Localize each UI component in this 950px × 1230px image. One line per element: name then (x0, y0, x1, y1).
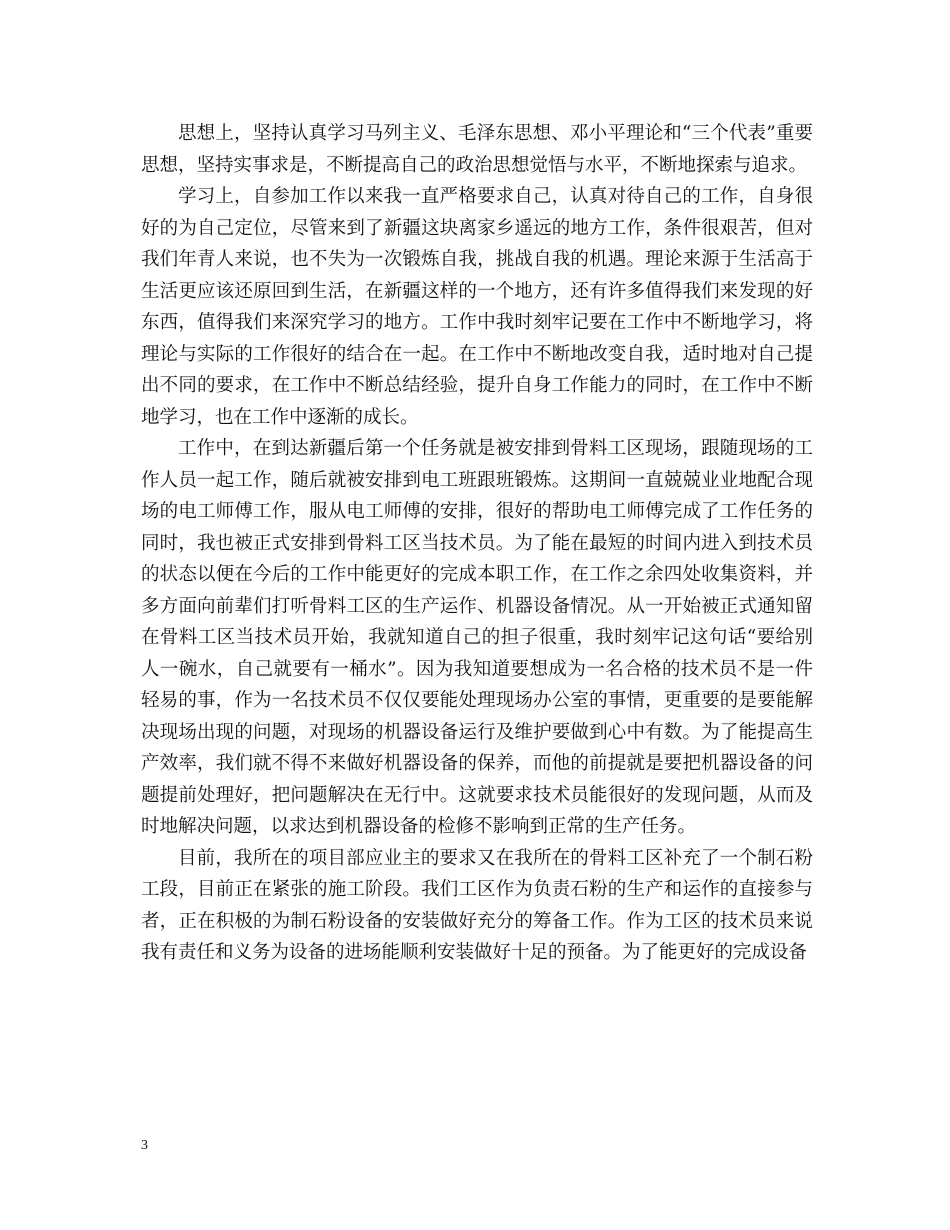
page-number: 3 (141, 1138, 148, 1153)
paragraph-work: 工作中，在到达新疆后第一个任务就是被安排到骨料工区现场，跟随现场的工作人员一起工作，随后就被安排到电工班跟班锻炼。这期间一直兢兢业业地配合现场的电工师傅工作，服从电工师傅的安排，很好的帮助电工师傅完成了工作任务的同时，我也被正式安排到骨料工区当技术员。为了能在最短的时间内进入到技术员的状态以便在今后的工作中能更好的完成本职工作，在工作之余四处收集资料，并多方面向前辈们打听骨料工区的生产运作、机器设备情况。从一开始被正式通知留在骨料工区当技术员开始，我就知道自己的担子很重，我时刻牢记这句话“要给别人一碗水，自己就要有一桶水”。因为我知道要想成为一名合格的技术员不是一件轻易的事，作为一名技术员不仅仅要能处理现场办公室的事情，更重要的是要能解决现场出现的问题，对现场的机器设备运行及维护要做到心中有数。为了能提高生产效率，我们就不得不来做好机器设备的保养，而他的前提就是要把机器设备的问题提前处理好，把问题解决在无行中。这就要求技术员能很好的发现问题，从而及时地解决问题，以求达到机器设备的检修不影响到正常的生产任务。 (141, 438, 813, 837)
paragraph-current: 目前，我所在的项目部应业主的要求又在我所在的骨料工区补充了一个制石粉工段，目前正在紧张的施工阶段。我们工区作为负责石粉的生产和运作的直接参与者，正在积极的为制石粉设备的安装做好充分的筹备工作。作为工区的技术员来说我有责任和义务为设备的进场能顺利安装做好十足的预备。为了能更好的完成设备 (141, 847, 813, 963)
document-body (141, 118, 813, 969)
paragraph-study: 学习上，自参加工作以来我一直严格要求自己，认真对待自己的工作，自身很好的为自己定位，尽管来到了新疆这块离家乡遥远的地方工作，条件很艰苦，但对我们年青人来说，也不失为一次锻炼自我，挑战自我的机遇。理论来源于生活高于生活更应该还原回到生活，在新疆这样的一个地方，还有许多值得我们来发现的好东西，值得我们来深究学习的地方。工作中我时刻牢记要在工作中不断地学习，将理论与实际的工作很好的结合在一起。在工作中不断地改变自我，适时地对自己提出不同的要求，在工作中不断总结经验，提升自身工作能力的同时，在工作中不断地学习，也在工作中逐渐的成长。 (141, 186, 813, 428)
paragraph-ideology: 思想上，坚持认真学习马列主义、毛泽东思想、邓小平理论和“三个代表”重要思想，坚持实事求是，不断提高自己的政治思想觉悟与水平，不断地探索与追求。 (141, 123, 813, 176)
